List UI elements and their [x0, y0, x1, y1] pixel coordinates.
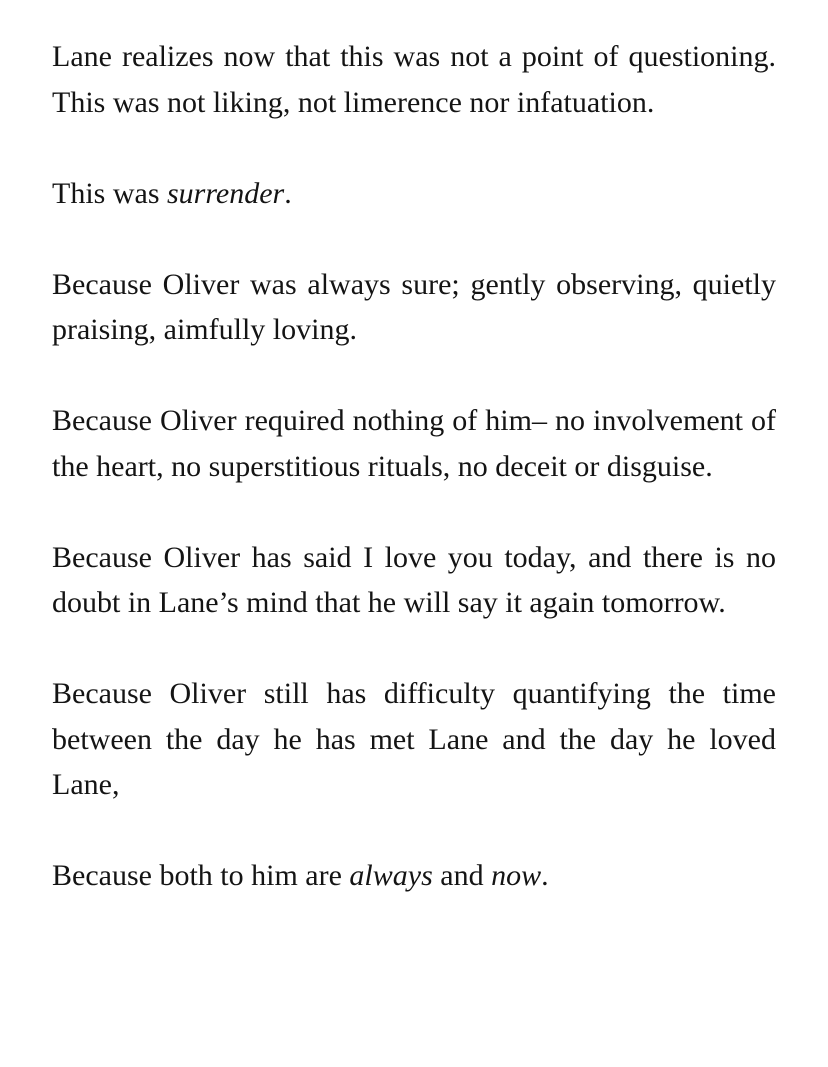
emphasis-text: surrender — [167, 176, 285, 210]
paragraph-text: . — [541, 859, 549, 892]
paragraph-2 — [52, 171, 776, 217]
paragraph-4 — [52, 398, 776, 489]
paragraph-3 — [52, 262, 776, 353]
paragraph-text: . — [284, 176, 292, 210]
paragraph-text: Because Oliver required nothing of him– no involvement of the heart, no superstitious rituals, no deceit or disguise. — [52, 404, 776, 483]
emphasis-text: now — [491, 859, 542, 892]
paragraph-text: and — [432, 859, 492, 892]
paragraph-text: Lane realizes now that this was not a point of questioning. This was not liking, not limerence nor infatuation. — [52, 40, 776, 119]
paragraph-5 — [52, 535, 776, 626]
paragraph-text: This was — [52, 176, 167, 210]
paragraph-text: Because both to him are — [52, 859, 350, 892]
paragraph-text: Because Oliver still has difficulty quantifying the time between the day he has met Lane and the day he loved Lane, — [52, 677, 776, 801]
document-page — [52, 34, 776, 899]
emphasis-text: always — [349, 859, 433, 892]
paragraph-7 — [52, 853, 776, 899]
paragraph-1 — [52, 34, 776, 125]
paragraph-text: Because Oliver was always sure; gently observing, quietly praising, aimfully loving. — [52, 267, 776, 346]
paragraph-text: Because Oliver has said I love you today, and there is no doubt in Lane’s mind that he will say it again tomorrow. — [52, 540, 776, 619]
paragraph-6 — [52, 671, 776, 808]
